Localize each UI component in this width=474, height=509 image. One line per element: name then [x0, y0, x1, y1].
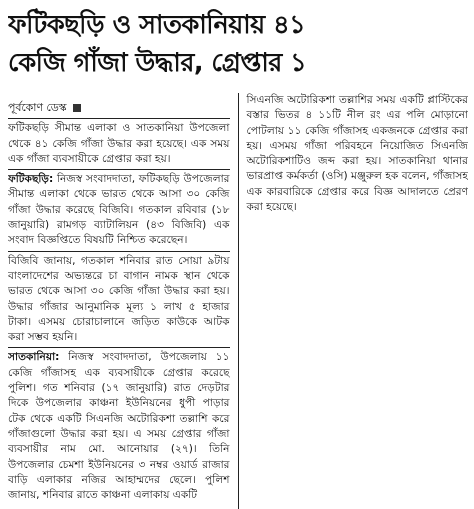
- byline-text: পূর্বকোণ ডেস্ক: [8, 101, 67, 114]
- headline-line-2: কেজি গাঁজা উদ্ধার, গ্রেপ্তার ১: [8, 48, 307, 78]
- column-left: [8, 93, 239, 509]
- article-body: [8, 93, 468, 509]
- divider: [8, 169, 230, 170]
- section-fatikchhari-paragraph-1: [8, 172, 230, 248]
- byline-square-icon: [73, 104, 81, 112]
- byline: [8, 100, 230, 115]
- section-fatikchhari-paragraph-2: বিজিবি জানায়, গতকাল শনিবার রাত সোয়া ৯টায় বাংলাদেশের অভ্যন্তরে চা বাগান নামক স্থান থেকে ভারত থেকে আসা ৩০ কেজি গাঁজা উদ্ধার করা হয়। উদ্ধার গাঁজার আনুমানিক মূল্য ১ লাখ ৫ হাজার টাকা। এসময় চোরাচালানে জড়িত কাউকে আটক করা সম্ভব হয়নি।: [8, 254, 230, 344]
- section-satkania-continued: সিএনজি অটোরিকশা তল্লাশির সময় একটি প্লাস্টিকের বস্তার ভিতর ৪ ১১টি নীল রং এর পলি মোড়ানো পোটলায় ১১ কেজি গাঁজাসহ একজনকে গ্রেপ্তার করা হয়। এসময় গাঁজা পরিবহনে নিয়োজিত সিএনজি অটোরিকশাটিও জব্দ করা হয়। সাতকানিয়া থানার ভারপ্রাপ্ত কর্মকর্তা (ওসি) মঞ্জুরুল হক বলেন, গাঁজাসহ এক কারবারিকে গ্রেপ্তার করে বিজ্ঞ আদালতে প্রেরণ করা হয়েছে।: [246, 94, 468, 214]
- headline-line-1: ফটিকছড়ি ও সাতকানিয়ায় ৪১: [8, 10, 306, 40]
- section-fatikchhari-text-1: নিজস্ব সংবাদদাতা, ফটিকছড়ি উপজেলার সীমান্ত এলাকা থেকে ভারত থেকে আসা ৩০ কেজি গাঁজা উদ্ধার করেছে বিজিবি। গতকাল রবিবার (১৮ জানুয়ারি) রামগড় ব্যাটালিয়ন (৪৩ বিজিবি) এক সংবাদ বিজ্ঞপ্তিতে বিষয়টি নিশ্চিত করেছেন।: [8, 173, 230, 247]
- divider: [8, 251, 230, 252]
- divider: [8, 347, 230, 348]
- section-satkania-paragraph: [8, 350, 230, 503]
- dateline-fatikchhari: ফটিকছড়ি:: [8, 173, 54, 186]
- divider: [8, 118, 230, 119]
- dateline-satkania: সাতকানিয়া:: [8, 351, 60, 364]
- section-satkania-text-start: নিজস্ব সংবাদদাতা, উপজেলায় ১১ কেজি গাঁজাসহ এক ব্যবসায়ীকে গ্রেপ্তার করেছে পুলিশ। গত শনিবার (১৭ জানুয়ারি) রাত দেড়টার দিকে উপজেলার কাঞ্চনা ইউনিয়নের ধুপী পাড়ার টেক থেকে একটি সিএনজি অটোরিকশা তল্লাশি করে গাঁজাগুলো উদ্ধার করা হয়। এ সময় গ্রেপ্তার গাঁজা ব্যবসায়ীর নাম মো. আনোয়ার (২৭)। তিনি উপজেলার চেমশা ইউনিয়নের ৩ নম্বর ওয়ার্ড রাজার বাড়ি এলাকার নজির আহাম্মদের ছেলে। পুলিশ জানায়, শনিবার রাতে কাঞ্চনা এলাকায় একটি: [8, 351, 230, 502]
- column-right: [239, 93, 469, 509]
- lead-paragraph: ফটিকছড়ি সীমান্ত এলাকা ও সাতকানিয়া উপজেলা থেকে ৪১ কেজি গাঁজা উদ্ধার করা হয়েছে। এক সময় এক গাঁজা ব্যবসায়ীকে গ্রেপ্তার করা হয়।: [8, 122, 230, 165]
